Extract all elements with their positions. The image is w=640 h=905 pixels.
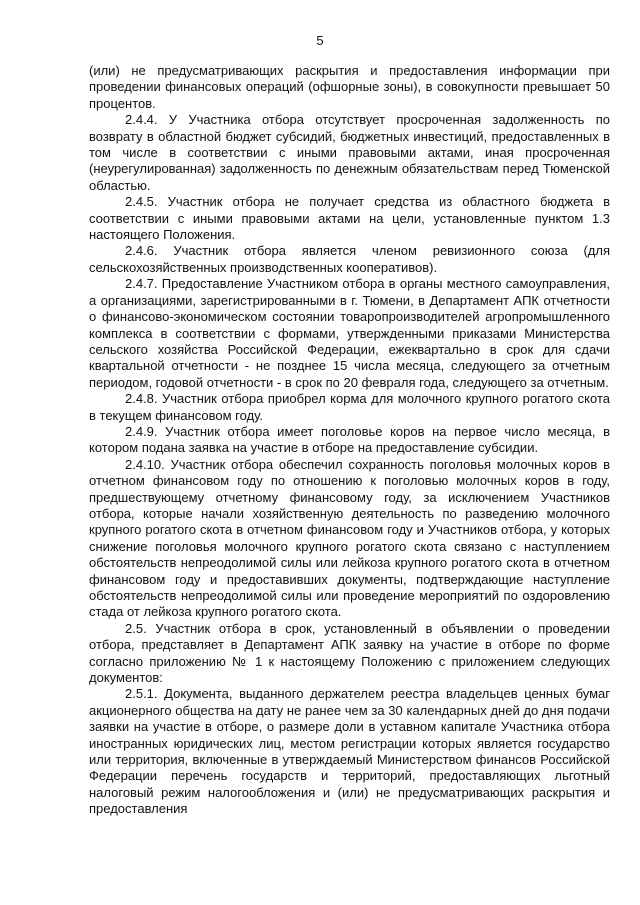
paragraph-2-4-7: 2.4.7. Предоставление Участником отбора в органы местного самоуправления, а организациями, зарегистрированными в г. Тюмени, в Департамент АПК отчетности о финансово-экономическом состоянии товаропроизводителей агропромышленного комплекса в соответствии с формами, утвержденными приказами Министерства сельского хозяйства Российской Федерации, ежеквартально в срок для сдачи квартальной отчетности - не позднее 15 числа месяца, следующего за отчетным периодом, годовой отчетности - в срок по 20 февраля года, следующего за отчетным. — [89, 276, 610, 390]
paragraph-2-5: 2.5. Участник отбора в срок, установленный в объявлении о проведении отбора, представляет в Департамент АПК заявку на участие в отборе по форме согласно приложению № 1 к настоящему Положению с приложением следующих документов: — [89, 620, 610, 686]
paragraph-continuation: (или) не предусматривающих раскрытия и предоставления информации при проведении финансовых операций (офшорные зоны), в совокупности превышает 50 процентов. — [89, 63, 610, 111]
paragraph-2-4-9: 2.4.9. Участник отбора имеет поголовье коров на первое число месяца, в котором подана заявка на участие в отборе на предоставление субсидии. — [89, 423, 610, 456]
paragraph-2-4-8: 2.4.8. Участник отбора приобрел корма для молочного крупного рогатого скота в текущем финансовом году. — [89, 391, 610, 423]
document-body — [89, 63, 610, 818]
paragraph-2-5-1: 2.5.1. Документа, выданного держателем реестра владельцев ценных бумаг акционерного общества на дату не ранее чем за 30 календарных дней до дня подачи заявки на участие в отборе, о размере доли в уставном капитале Участника отбора иностранных юридических лиц, местом регистрации которых является государство или территория, включенные в утверждаемый Министерством финансов Российской Федерации перечень государств и территорий, предоставляющих льготный налоговый режим налогообложения и (или) не предусматривающих раскрытия и предоставления — [89, 686, 610, 817]
paragraph-2-4-10: 2.4.10. Участник отбора обеспечил сохранность поголовья молочных коров в отчетном финансовом году по отношению к поголовью молочных коров в году, предшествующему отчетному финансовому году, за исключением Участников отбора, которые начали хозяйственную деятельность по разведению молочного крупного рогатого скота в отчетном финансовом году и Участников отбора, у которых снижение поголовья молочного крупного рогатого скота связано с наступлением обстоятельств непреодолимой силы или лейкоза крупного рогатого скота в отчетном финансовом году и предоставивших документы, подтверждающие наступление обстоятельств непреодолимой силы или проведение мероприятий по оздоровлению стада от лейкоза крупного рогатого скота. — [89, 456, 610, 620]
paragraph-2-4-5: 2.4.5. Участник отбора не получает средства из областного бюджета в соответствии с иными правовыми актами на цели, установленные пунктом 1.3 настоящего Положения. — [89, 194, 610, 243]
page-number: 5 — [316, 33, 324, 48]
paragraph-2-4-6: 2.4.6. Участник отбора является членом ревизионного союза (для сельскохозяйственных производственных кооперативов). — [89, 243, 610, 275]
paragraph-2-4-4: 2.4.4. У Участника отбора отсутствует просроченная задолженность по возврату в областной бюджет субсидий, бюджетных инвестиций, предоставленных в том числе в соответствии с иными правовыми актами, иная просроченная (неурегулированная) задолженность по денежным обязательствам перед Тюменской областью. — [89, 112, 610, 193]
